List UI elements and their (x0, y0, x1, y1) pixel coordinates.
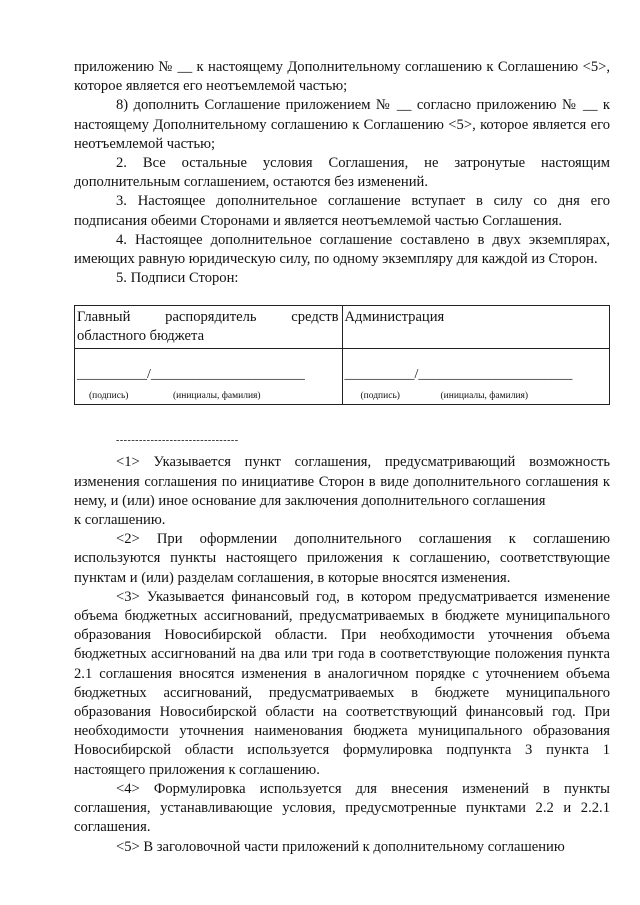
paragraph-appendix-continuation: приложению № __ к настоящему Дополнительному соглашению к Соглашению <5>, которое является его неотъемлемой частью; (74, 59, 610, 95)
paragraph-clause-3: 3. Настоящее дополнительное соглашение вступает в силу со дня его подписания обеими Сторонами и является неотъемлемой частью Соглашения. (74, 193, 610, 229)
footnote-2: <2> При оформлении дополнительного соглашения к соглашению используются пункты настоящего приложения к соглашению, соответствующие пунктам и (или) разделам соглашения, в которые вносятся изменения. (74, 531, 610, 586)
paragraph-item-8: 8) дополнить Соглашение приложением № __ согласно приложению № __ к настоящему Дополнительному соглашению к Соглашению <5>, которое является его неотъемлемой частью; (74, 97, 610, 152)
paragraph-clause-4: 4. Настоящее дополнительное соглашение составлено в двух экземплярах, имеющих равную юридическую силу, по одному экземпляру для каждой из Сторон. (74, 231, 610, 268)
paragraph-clause-2: 2. Все остальные условия Соглашения, не затронутые настоящим дополнительным соглашением, остаются без изменений. (74, 155, 610, 191)
right-caption-name: (инициалы, фамилия) (440, 391, 529, 402)
left-party-title: Главный распорядитель средств областного бюджета (77, 309, 339, 345)
signature-table (74, 305, 610, 405)
signature-left-header-cell (75, 306, 343, 349)
footnotes (74, 453, 610, 856)
right-party-title: Администрация (344, 309, 445, 326)
footnote-1-continuation: к соглашению. (74, 512, 166, 529)
paragraph-clause-5: 5. Подписи Сторон: (116, 270, 239, 287)
footnote-1: <1> Указывается пункт соглашения, предусматривающий возможность изменения соглашения по инициативе Сторон в виде дополнительного соглашения к нему, и (или) иное основание для заключения дополнительного соглашения (74, 454, 610, 509)
signature-right-header-cell (342, 306, 610, 349)
footnote-3: <3> Указывается финансовый год, в котором предусматривается изменение объема бюджетных ассигнований, предусматриваемых в бюджете муниципального образования Новосибирской области. При необходимости уточнения объема бюджетных ассигнований на два или три года в соответствующие положения пункта 2.1 соглашения вносятся изменения в аналогичном порядке с уточнением объема бюджетных ассигнований, предусматриваемых в бюджете муниципального образования Новосибирской области на соответствующий финансовый год. При необходимости уточнения наименования бюджета муниципального образования Новосибирской области используется формулировка подпункта 3 пункта 1 настоящего приложения к соглашению. (74, 588, 610, 778)
right-signature-line: __________/______________________ (344, 367, 573, 383)
left-signature-line: __________/______________________ (77, 367, 305, 383)
signature-right-cell (342, 349, 610, 405)
footnote-5: <5> В заголовочной части приложений к дополнительному соглашению (116, 838, 565, 855)
signature-left-cell (75, 349, 343, 405)
left-caption-name: (инициалы, фамилия) (173, 391, 261, 402)
footnote-separator: -------------------------------- (116, 435, 239, 447)
right-caption-signature: (подпись) (360, 391, 400, 402)
document-page (74, 58, 610, 857)
left-caption-signature: (подпись) (89, 391, 129, 402)
footnote-4: <4> Формулировка используется для внесения изменений в пункты соглашения, устанавливающие условия, предусмотренные пунктами 2.2 и 2.2.1 соглашения. (74, 780, 610, 836)
